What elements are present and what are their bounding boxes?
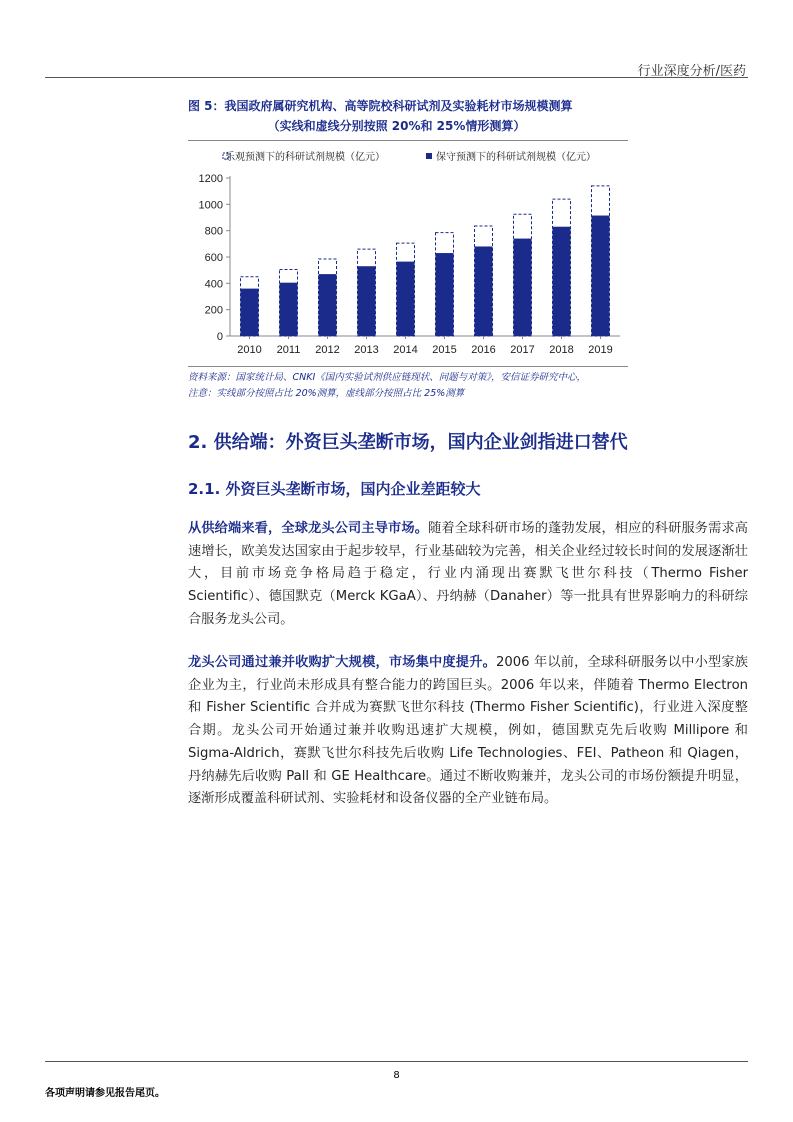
subsection-heading: 2.1. 外资巨头垄断市场，国内企业差距较大 bbox=[188, 480, 481, 498]
x-tick-label: 2018 bbox=[549, 344, 574, 356]
bar-conservative bbox=[514, 239, 532, 336]
footer-disclaimer: 各项声明请参见报告尾页。 bbox=[45, 1088, 165, 1099]
figure-subtitle: （实线和虚线分别按照 20%和 25%情形测算） bbox=[267, 119, 526, 133]
y-tick-label: 800 bbox=[204, 225, 223, 238]
bar-conservative bbox=[397, 262, 415, 336]
figure-top-rule bbox=[188, 140, 628, 141]
paragraph-mergers bbox=[188, 652, 748, 811]
bar-conservative bbox=[241, 289, 259, 336]
y-tick-label: 1200 bbox=[198, 173, 223, 185]
chart-svg bbox=[185, 144, 630, 364]
paragraph-body: 随着全球科研市场的蓬勃发展，相应的科研服务需求高速增长，欧美发达国家由于起步较早，行业基础较为完善，相关企业经过较长时间的发展逐渐壮大，目前市场竞争格局趋于稳定，行业内涌现出赛默飞世尔科技（Thermo Fisher Scientific）、德国默克（Merck KGaA）、丹纳赫（Danaher）等一批具有世界影响力的科研综合服务龙头公司。 bbox=[188, 521, 748, 627]
legend-label-conservative: 保守预测下的科研试剂规模（亿元） bbox=[436, 152, 596, 163]
page-number: 8 bbox=[393, 1070, 400, 1081]
x-tick-label: 2016 bbox=[471, 344, 496, 356]
y-tick-label: 1000 bbox=[198, 199, 223, 212]
y-tick-label: 400 bbox=[204, 278, 223, 291]
source-note-line: 注意：实线部分按照占比 20%测算，虚线部分按照占比 25%测算 bbox=[188, 388, 465, 399]
y-tick-label: 200 bbox=[204, 304, 223, 317]
x-tick-label: 2015 bbox=[432, 344, 457, 356]
legend-label-optimistic: 乐观预测下的科研试剂规模（亿元） bbox=[225, 152, 385, 163]
figure-source bbox=[188, 370, 586, 402]
footer-divider bbox=[45, 1061, 748, 1062]
chart-legend bbox=[223, 150, 596, 163]
bar-conservative bbox=[592, 216, 610, 336]
bar-conservative bbox=[475, 246, 493, 336]
paragraph-body: 2006 年以前，全球科研服务以中小型家族企业为主，行业尚未形成具有整合能力的跨国巨头。2006 年以来，伴随着 Thermo Electron 和 Fisher Scientific 合并成为赛默飞世尔科技 (Thermo Fisher Scientific)，行业进入深度整合期。龙头公司开始通过兼并收购迅速扩大规模，例如，德国默克先后收购 Millipore 和 Sigma-Aldrich，赛默飞世尔科技先后收购 Life Technologies、FEI、Patheon 和 Qiagen，丹纳赫先后收购 Pall 和 GE Healthcare。通过不断收购兼并，龙头公司的市场份额提升明显，逐渐形成覆盖科研试剂、实验耗材和设备仪器的全产业链布局。 bbox=[188, 655, 748, 807]
x-tick-label: 2013 bbox=[354, 344, 379, 356]
x-tick-label: 2014 bbox=[393, 344, 418, 356]
x-tick-label: 2012 bbox=[315, 344, 340, 356]
report-header-category: 行业深度分析/医药 bbox=[637, 64, 746, 79]
section-heading: 2. 供给端：外资巨头垄断市场，国内企业剑指进口替代 bbox=[188, 432, 628, 453]
x-tick-label: 2010 bbox=[237, 344, 262, 356]
bar-conservative bbox=[553, 227, 571, 336]
x-tick-label: 2011 bbox=[276, 344, 301, 356]
y-tick-label: 600 bbox=[204, 252, 223, 264]
source-rule bbox=[188, 366, 628, 367]
bar-conservative bbox=[358, 266, 376, 336]
source-line-1: 资料来源：国家统计局、CNKI《国内实验试剂供应链现状、问题与对策》，安信证券研究中心， bbox=[188, 372, 587, 383]
paragraph-supply-side bbox=[188, 518, 748, 632]
x-tick-label: 2017 bbox=[510, 344, 535, 356]
header-divider bbox=[45, 77, 748, 78]
bar-conservative bbox=[280, 283, 298, 336]
paragraph-lead: 从供给端来看，全球龙头公司主导市场。 bbox=[188, 521, 429, 536]
bar-conservative bbox=[319, 274, 337, 336]
plot-area bbox=[199, 173, 620, 356]
legend-swatch-conservative bbox=[426, 153, 432, 159]
x-tick-label: 2019 bbox=[588, 344, 613, 356]
bar-conservative bbox=[436, 253, 454, 336]
y-tick-label: 0 bbox=[216, 331, 223, 343]
market-size-chart bbox=[185, 144, 630, 364]
paragraph-lead: 龙头公司通过兼并收购扩大规模，市场集中度提升。 bbox=[188, 655, 496, 670]
figure-title: 图 5：我国政府属研究机构、高等院校科研试剂及实验耗材市场规模测算 bbox=[188, 99, 573, 113]
